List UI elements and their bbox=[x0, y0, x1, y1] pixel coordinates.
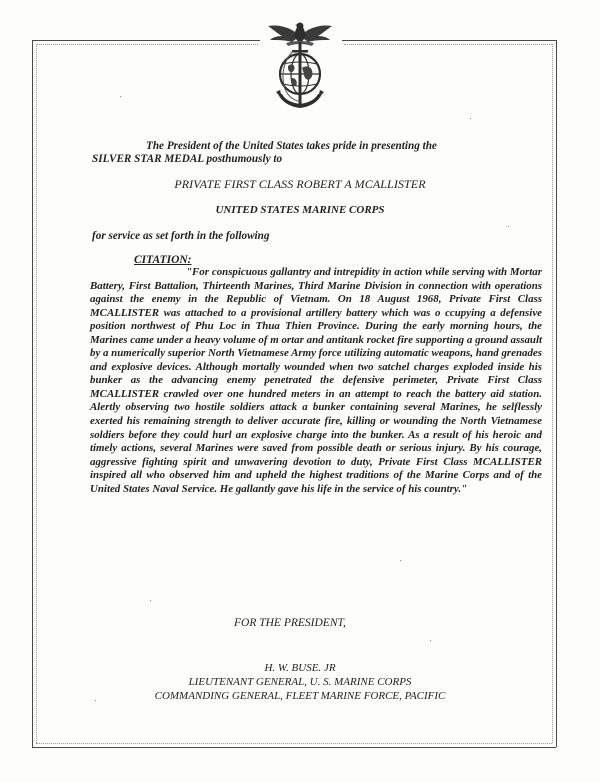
speck bbox=[430, 640, 431, 641]
intro-line-2: SILVER STAR MEDAL posthumously to bbox=[92, 153, 283, 165]
speck bbox=[95, 700, 96, 701]
border-inner-bottom bbox=[36, 743, 552, 744]
recipient-branch: UNITED STATES MARINE CORPS bbox=[215, 204, 385, 216]
eagle-globe-anchor-icon bbox=[262, 6, 338, 116]
border-inner-top-right bbox=[344, 44, 552, 45]
speck bbox=[400, 560, 401, 561]
speck bbox=[150, 600, 151, 601]
border-left bbox=[32, 40, 33, 747]
border-right bbox=[556, 40, 557, 747]
intro-line-1: The President of the United States takes pride in presenting the bbox=[146, 140, 437, 152]
signer-title-2: COMMANDING GENERAL, FLEET MARINE FORCE, PACIFIC bbox=[154, 690, 446, 702]
service-line: for service as set forth in the following bbox=[92, 230, 270, 242]
speck bbox=[470, 118, 471, 119]
border-inner-top-left bbox=[36, 44, 258, 45]
speck bbox=[120, 96, 121, 97]
speck bbox=[508, 226, 509, 227]
signer-title-1: LIEUTENANT GENERAL, U. S. MARINE CORPS bbox=[188, 676, 412, 688]
recipient-name: PRIVATE FIRST CLASS ROBERT A MCALLISTER bbox=[174, 177, 426, 191]
border-inner-right bbox=[552, 44, 553, 743]
citation-body: "For conspicuous gallantry and intrepidity in action while serving with Mortar Battery, First Battalion, Thirteenth Marines, Third Marine Division in connection with operations against the enemy in the Republic of Vietnam. On 18 August 1968, Private First Class MCALLISTER was attached to a provisional artillery battery which was o ccupying a defensive position northwest of Phu Loc in Thua Thien Province. During the early morning hours, the Marines came under a heavy volume of m ortar and antitank rocket fire supporting a ground assault by a numerically superior North Vietnamese Army force utilizing automatic weapons, hand grenades and explosive devices. Although mortally wounded when two satchel charges exploded inside his bunker as the advancing enemy penetrated the defensive perimeter, Private First Class MCALLISTER crawled over one hundred meters in an attempt to reach the battery aid station. Alertly observing two hostile soldiers attack a bunker containing several Marines, he selflessly exerted his remaining strength to deliver accurate fire, killing or wounding the North Vietnamese soldiers before they could hurl an explosive charge into the bunker. As a result of his heroic and timely actions, several Marines were saved from possible death or serious injury. By his courage, aggressive fighting spirit and unwavering devotion to duty, Private First Class MCALLISTER inspired all who observed him and upheld the highest traditions of the Marine Corps and of the United States Naval Service. He gallantly gave his life in the service of his country." bbox=[90, 266, 542, 495]
for-the-president: FOR THE PRESIDENT, bbox=[234, 617, 346, 629]
border-bottom bbox=[32, 747, 556, 748]
border-top-left bbox=[32, 40, 260, 41]
citation-label: CITATION: bbox=[134, 254, 192, 266]
signer-name: H. W. BUSE. JR bbox=[264, 662, 336, 674]
border-top-right bbox=[342, 40, 556, 41]
border-inner-left bbox=[36, 44, 37, 743]
